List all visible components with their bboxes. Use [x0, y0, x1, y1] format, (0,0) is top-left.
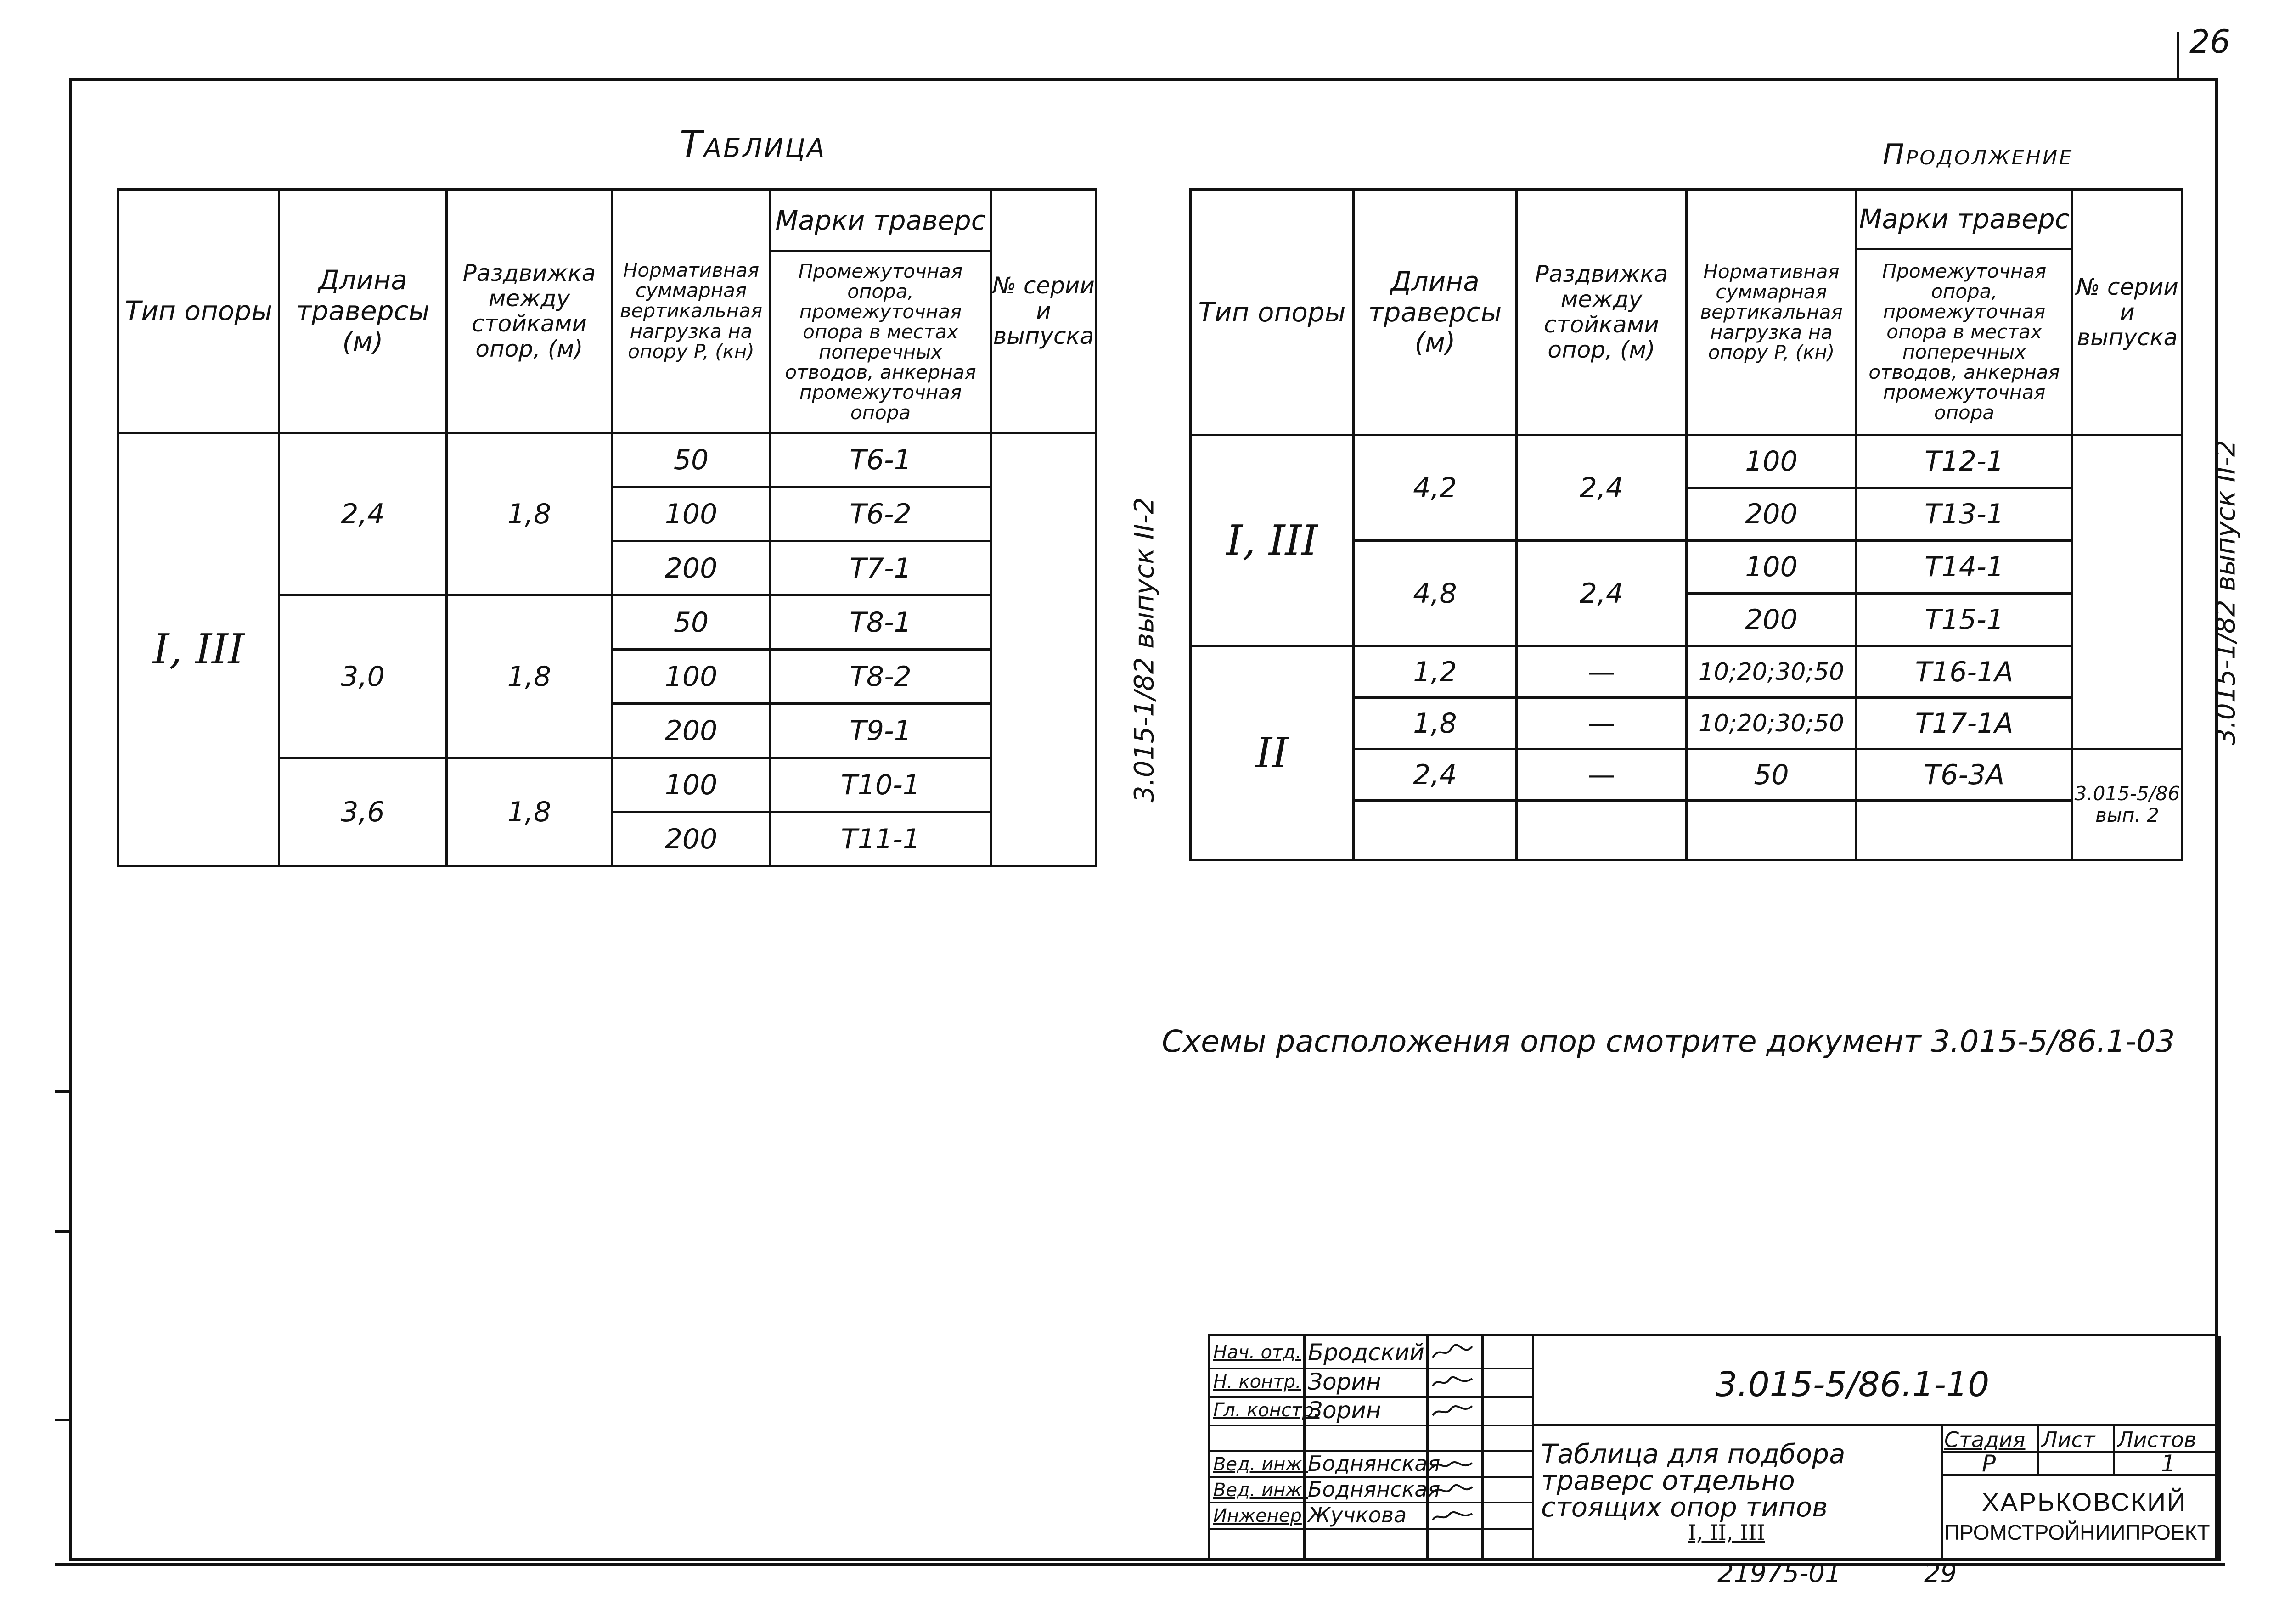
header-type: Тип опоры [1191, 190, 1354, 435]
mark-cell: Т14-1 [1857, 541, 2072, 594]
header-spread: Раздвижка между стойками опор, (м) [447, 190, 612, 433]
mark-cell: Т12-1 [1857, 435, 2072, 488]
role-label: Инженер [1213, 1505, 1302, 1526]
load-cell: 100 [612, 487, 771, 541]
signature-scribble [1431, 1344, 1474, 1360]
stage-value: Р [1982, 1450, 1996, 1477]
length-cell: 3,6 [279, 758, 447, 866]
length-cell: 4,2 [1354, 435, 1517, 541]
header-spread: Раздвижка между стойками опор, (м) [1517, 190, 1687, 435]
margin-tick [55, 1230, 70, 1233]
spread-cell: 1,8 [447, 433, 612, 595]
load-cell: 50 [612, 433, 771, 487]
stage-label: Стадия [1944, 1427, 2026, 1452]
sheet-label: Лист [2042, 1427, 2095, 1452]
series-cell-2: 3.015-5/86 вып. 2 [2072, 749, 2183, 860]
signature-scribble [1431, 1374, 1474, 1391]
spread-cell: — [1517, 698, 1687, 749]
role-name: Бродский [1308, 1339, 1424, 1366]
page-number: 26 [2189, 23, 2231, 61]
role-name: Боднянская [1308, 1451, 1441, 1476]
load-cell: 200 [1687, 488, 1857, 541]
signature-scribble [1431, 1457, 1474, 1473]
title-block [1208, 1334, 2218, 1559]
role-label: Нач. отд. [1213, 1342, 1301, 1363]
mark-cell: Т6-3А [1857, 749, 2072, 801]
empty-cell [1687, 801, 1857, 860]
archive-number: 21975-01 [1717, 1559, 1841, 1588]
signature-scribble [1431, 1482, 1474, 1499]
page-number-bar [2177, 32, 2179, 78]
spread-cell: — [1517, 646, 1687, 698]
mark-cell: Т8-1 [771, 595, 991, 650]
series-cell [991, 433, 1160, 866]
mark-cell: Т6-1 [771, 433, 991, 487]
header-marks: Марки траверс [771, 190, 991, 252]
load-cell: 200 [612, 812, 771, 866]
note-text: Схемы расположения опор смотрите документ 3.015-5/86.1-03 [1162, 1024, 2175, 1059]
length-cell: 1,8 [1354, 698, 1517, 749]
load-cell: 100 [1687, 541, 1857, 594]
spread-cell: 2,4 [1517, 435, 1687, 541]
mark-cell: Т13-1 [1857, 488, 2072, 541]
load-cell: 50 [612, 595, 771, 650]
spread-cell: 2,4 [1517, 541, 1687, 646]
signature-scribble [1431, 1402, 1474, 1419]
description-line: траверс отдельно [1541, 1465, 1795, 1496]
margin-tick [55, 1419, 70, 1421]
role-label: Н. контр. [1213, 1371, 1301, 1392]
header-length: Длина траверсы (м) [279, 190, 447, 433]
organization-line-2: ПРОМСТРОЙНИИПРОЕКТ [1944, 1520, 2210, 1544]
header-type: Тип опоры [118, 190, 279, 433]
load-cell: 100 [1687, 435, 1857, 488]
mark-cell: Т6-2 [771, 487, 991, 541]
left-table-title: Таблица [680, 123, 827, 166]
load-cell: 200 [1687, 594, 1857, 646]
empty-cell [1517, 801, 1687, 860]
length-cell: 4,8 [1354, 541, 1517, 646]
document-code: 3.015-5/86.1-10 [1716, 1365, 1990, 1404]
series-text: 3.015-1/82 выпуск II-2 [2210, 439, 2241, 746]
load-cell: 10;20;30;50 [1687, 646, 1857, 698]
mark-cell: Т7-1 [771, 541, 991, 595]
type-cell: I, III [118, 433, 279, 866]
mark-cell: Т16-1А [1857, 646, 2072, 698]
margin-tick [55, 1090, 70, 1093]
load-cell: 50 [1687, 749, 1857, 801]
length-cell: 2,4 [1354, 749, 1517, 801]
role-name: Зорин [1308, 1397, 1381, 1424]
type-cell: I, III [1191, 435, 1354, 646]
description-line: стоящих опор типов [1541, 1492, 1828, 1523]
spread-cell: 1,8 [447, 758, 612, 866]
description-types: I, II, III [1688, 1520, 1765, 1545]
right-table [1189, 188, 2241, 861]
header-marks-sub: Промежуточная опора, промежуточная опора в местах поперечных отводов, анкерная промежуточная опора [771, 252, 991, 433]
mark-cell: Т9-1 [771, 704, 991, 758]
header-series: № серии и выпуска [2072, 190, 2183, 435]
empty-cell [1354, 801, 1517, 860]
archive-page: 29 [1924, 1559, 1957, 1588]
role-name: Боднянская [1308, 1477, 1441, 1502]
spread-cell: 1,8 [447, 595, 612, 758]
mark-cell: Т11-1 [771, 812, 991, 866]
header-load: Нормативная суммарная вертикальная нагрузка на опору P, (кн) [1687, 190, 1857, 435]
sheets-label: Листов [2117, 1427, 2196, 1452]
bottom-edge-line [55, 1563, 2225, 1566]
organization-line-1: ХАРЬКОВСКИЙ [1982, 1487, 2187, 1516]
role-name: Жучкова [1308, 1503, 1407, 1527]
mark-cell: Т10-1 [771, 758, 991, 812]
header-marks: Марки траверс [1857, 190, 2072, 249]
series-cell [2072, 435, 2241, 749]
load-cell: 100 [612, 758, 771, 812]
length-cell: 1,2 [1354, 646, 1517, 698]
role-name: Зорин [1308, 1369, 1381, 1395]
series-text: 3.015-1/82 выпуск II-2 [1128, 497, 1160, 803]
description-line: Таблица для подбора [1541, 1438, 1846, 1470]
length-cell: 2,4 [279, 433, 447, 595]
mark-cell: Т17-1А [1857, 698, 2072, 749]
right-table-title: Продолжение [1883, 138, 2074, 171]
empty-cell [1857, 801, 2072, 860]
length-cell: 3,0 [279, 595, 447, 758]
role-label: Гл. констр. [1213, 1400, 1320, 1421]
mark-cell: Т8-2 [771, 650, 991, 704]
load-cell: 200 [612, 541, 771, 595]
load-cell: 10;20;30;50 [1687, 698, 1857, 749]
spread-cell: — [1517, 749, 1687, 801]
load-cell: 200 [612, 704, 771, 758]
role-label: Вед. инж. [1213, 1480, 1308, 1501]
header-series: № серии и выпуска [991, 190, 1097, 433]
left-table [117, 188, 1160, 867]
header-load: Нормативная суммарная вертикальная нагрузка на опору P, (кн) [612, 190, 771, 433]
sheets-value: 1 [2161, 1450, 2176, 1477]
role-label: Вед. инж. [1213, 1454, 1308, 1475]
header-length: Длина траверсы (м) [1354, 190, 1517, 435]
header-marks-sub: Промежуточная опора, промежуточная опора в местах поперечных отводов, анкерная промежуточная опора [1857, 249, 2072, 435]
mark-cell: Т15-1 [1857, 594, 2072, 646]
load-cell: 100 [612, 650, 771, 704]
signature-scribble [1431, 1508, 1474, 1525]
type-cell: II [1191, 646, 1354, 860]
